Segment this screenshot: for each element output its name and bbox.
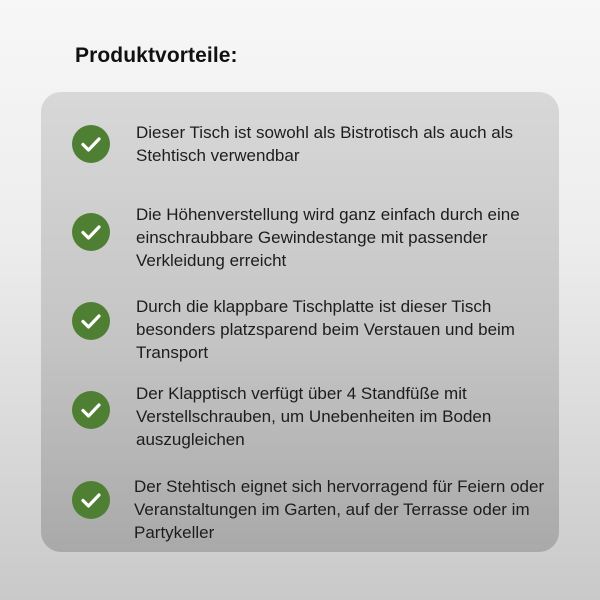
benefit-text: Der Klapptisch verfügt über 4 Standfüße mit Verstellschrauben, um Unebenheiten im Boden auszugleichen: [136, 384, 492, 449]
benefit-text: Der Stehtisch eignet sich hervorragend für Feiern oder Veranstaltungen im Garten, auf der Terrasse oder im Partykeller: [134, 477, 545, 542]
benefits-panel: [41, 92, 559, 552]
check-circle-icon: [72, 391, 110, 429]
check-circle-icon: [72, 125, 110, 163]
benefit-text: Dieser Tisch ist sowohl als Bistrotisch als auch als Stehtisch verwendbar: [136, 123, 513, 165]
page-title: Produktvorteile:: [75, 44, 238, 67]
benefit-text: Durch die klappbare Tischplatte ist dieser Tisch besonders platzsparend beim Verstauen und beim Transport: [136, 297, 515, 362]
check-circle-icon: [72, 302, 110, 340]
benefit-text: Die Höhenverstellung wird ganz einfach durch eine einschraubbare Gewindestange mit passender Verkleidung erreicht: [136, 205, 520, 270]
check-circle-icon: [72, 481, 110, 519]
check-circle-icon: [72, 213, 110, 251]
